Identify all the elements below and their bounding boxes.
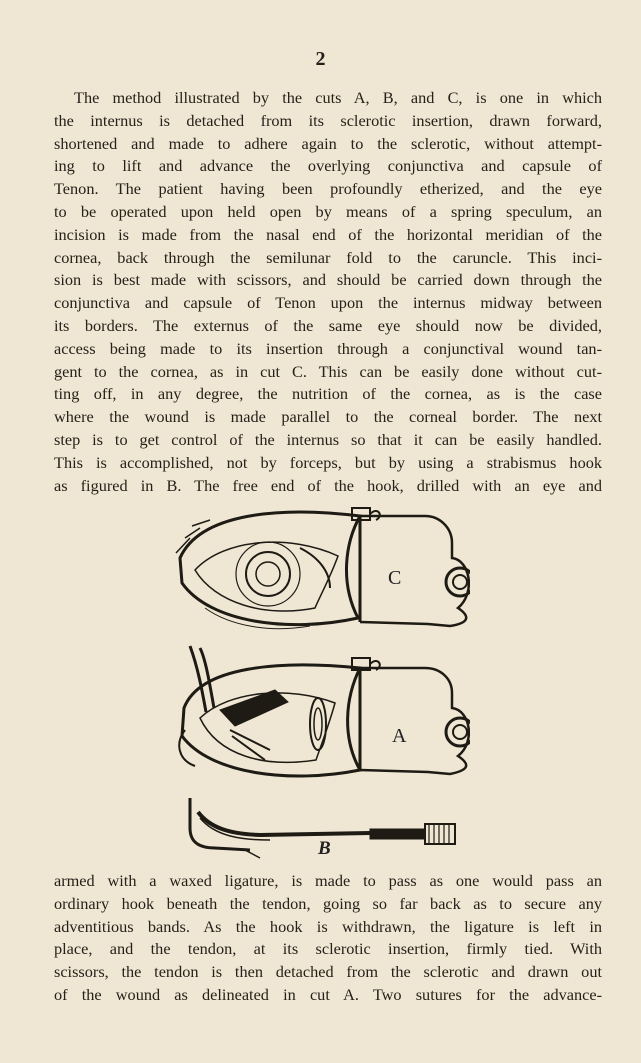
text-line: of the wound as delineated in cut A. Two sutures for the advance- (54, 984, 602, 1004)
text-line: its borders. The externus of the same eye should now be divided, (54, 315, 602, 335)
text-line: ting off, in any degree, the nutrition of the cornea, as is the case (54, 384, 602, 404)
text-line: ordinary hook beneath the tendon, going so far back as to secure any (54, 893, 602, 913)
text-line: gent to the cornea, as in cut C. This can be easily done without cut- (54, 361, 602, 381)
figure-label-c: C (388, 567, 402, 589)
figure-label-a: A (392, 725, 407, 747)
text-line: incision is made from the nasal end of the horizontal meridian of the (54, 224, 602, 244)
text-line: sion is best made with scissors, and should be carried down through the (54, 270, 602, 290)
text-line: access being made to its insertion through a conjunctival wound tan- (54, 338, 602, 358)
surgical-illustration (170, 498, 470, 863)
paragraph-2 (54, 870, 602, 1007)
paragraph-1 (54, 87, 602, 497)
text-line: The method illustrated by the cuts A, B, and C, is one in which (74, 88, 602, 107)
text-line: adventitious bands. As the hook is withdrawn, the ligature is left in (54, 916, 602, 936)
page-number: 2 (315, 48, 326, 70)
figure-a-tendon (179, 646, 470, 776)
text-line: as figured in B. The free end of the hook, drilled with an eye and (54, 475, 602, 495)
text-line: scissors, the tendon is then detached from the sclerotic and drawn out (54, 962, 602, 982)
text-line: shortened and made to adhere again to the sclerotic, without attempt- (54, 133, 602, 153)
text-line: armed with a waxed ligature, is made to pass as one would pass an (54, 871, 602, 890)
text-line: step is to get control of the internus so that it can be easily handled. (54, 429, 602, 449)
text-line: This is accomplished, not by forceps, but by using a strabismus hook (54, 452, 602, 472)
text-line: where the wound is made parallel to the corneal border. The next (54, 407, 602, 427)
text-line: cornea, back through the semilunar fold to the caruncle. This inci- (54, 247, 602, 267)
text-line: conjunctiva and capsule of Tenon upon the internus midway between (54, 293, 602, 313)
text-line: Tenon. The patient having been profoundly etherized, and the eye (54, 179, 602, 199)
text-line: place, and the tendon, at its sclerotic insertion, firmly tied. With (54, 939, 602, 959)
text-line: ing to lift and advance the overlying conjunctiva and capsule of (54, 156, 602, 176)
text-line: the internus is detached from its sclerotic insertion, drawn forward, (54, 110, 602, 130)
figure-c-eye-speculum (176, 508, 470, 629)
text-line: to be operated upon held open by means of a spring speculum, an (54, 201, 602, 221)
figure-label-b: B (318, 838, 331, 859)
